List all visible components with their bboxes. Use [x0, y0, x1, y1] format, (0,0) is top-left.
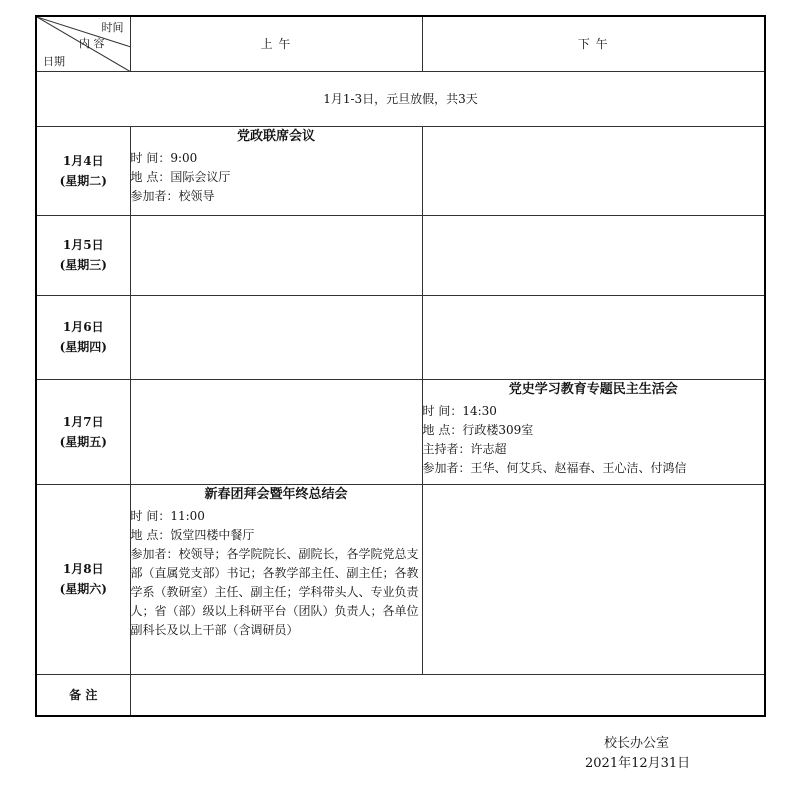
event-time: 时 间：11:00: [130, 508, 205, 523]
remarks-content-cell: [130, 674, 765, 716]
date-label: 1月5日: [62, 238, 104, 252]
date-cell: [36, 484, 130, 674]
schedule-table: [35, 15, 766, 717]
weekday-label: (星期三): [59, 258, 107, 272]
header-row: [36, 16, 765, 71]
event-title: 党史学习教育专题民主生活会: [508, 381, 678, 397]
date-cell: [36, 215, 130, 295]
morning-empty-cell: [130, 379, 422, 484]
corner-content-label: 内 容: [79, 37, 105, 50]
afternoon-empty-cell: [422, 215, 765, 295]
date-cell: [36, 295, 130, 379]
afternoon-empty-cell: [422, 484, 765, 674]
morning-empty-cell: [130, 215, 422, 295]
date-label: 1月7日: [62, 414, 104, 429]
corner-time-label: 时间: [101, 21, 124, 34]
remarks-label: 备 注: [36, 674, 130, 716]
weekday-label: (星期四): [59, 340, 107, 354]
corner-header-cell: [36, 16, 130, 71]
date-cell: [36, 379, 130, 484]
date-label: 1月4日: [62, 153, 104, 168]
event-location: 地 点：国际会议厅: [130, 169, 231, 184]
day-row-jan6: [36, 295, 765, 379]
weekday-label: (星期六): [59, 582, 107, 596]
corner-date-label: 日期: [43, 55, 65, 68]
event-host: 主持者：许志超: [422, 441, 507, 456]
day-row-jan8: [36, 484, 765, 674]
weekday-label: (星期五): [59, 434, 107, 449]
morning-event-cell: [130, 126, 422, 215]
morning-event-cell: [130, 484, 422, 674]
date-cell: [36, 126, 130, 215]
day-row-jan5: [36, 215, 765, 295]
event-attendees: 参加者：校领导；各学院院长、副院长，各学院党总支部（直属党支部）书记；各教学部主任、副主任；各教学系（教研室）主任、副主任；学科带头人、专业负责人；省（部）级以上科研平台（团队）负责人；各单位副科长及以上干部（含调研员）: [130, 546, 419, 637]
afternoon-empty-cell: [422, 126, 765, 215]
day-row-jan7: [36, 379, 765, 484]
afternoon-empty-cell: [422, 295, 765, 379]
event-location: 地 点：饭堂四楼中餐厅: [130, 527, 255, 542]
event-attendees: 参加者：校领导: [130, 188, 215, 203]
afternoon-event-cell: [422, 379, 765, 484]
remarks-row: [36, 674, 765, 716]
afternoon-header: 下 午: [422, 16, 765, 71]
event-location: 地 点：行政楼309室: [422, 422, 534, 437]
morning-empty-cell: [130, 295, 422, 379]
morning-header: 上 午: [130, 16, 422, 71]
event-time: 时 间：9:00: [130, 150, 198, 165]
holiday-note: 1月1-3日，元旦放假，共3天: [36, 71, 765, 126]
weekday-label: (星期二): [59, 173, 107, 188]
issuing-office: 校长办公室: [604, 736, 670, 751]
date-label: 1月6日: [62, 320, 104, 334]
holiday-row: [36, 71, 765, 126]
issue-date: 2021年12月31日: [585, 756, 691, 771]
event-attendees: 参加者：王华、何艾兵、赵福春、王心洁、付鸿信: [422, 460, 687, 475]
event-title: 党政联席会议: [236, 128, 315, 144]
date-label: 1月8日: [62, 562, 104, 576]
day-row-jan4: [36, 126, 765, 215]
event-title: 新春团拜会暨年终总结会: [204, 486, 348, 502]
event-time: 时 间：14:30: [422, 403, 497, 418]
